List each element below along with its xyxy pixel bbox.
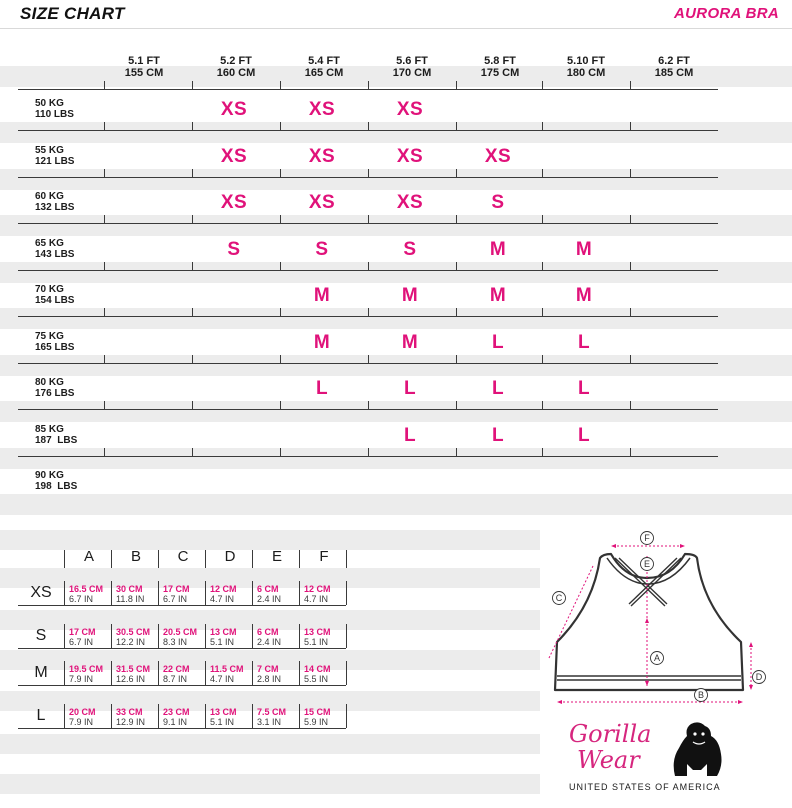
size-cell: XS (308, 145, 336, 167)
measure-in: 5.1 IN (210, 717, 235, 727)
measure-in: 11.8 IN (116, 594, 145, 604)
column-tick (456, 401, 457, 410)
measure-cell (160, 664, 209, 684)
height-header (630, 55, 718, 79)
column-divider (299, 550, 300, 568)
column-tick (542, 448, 543, 457)
column-divider (64, 661, 65, 685)
measure-cell (301, 664, 350, 684)
column-tick (456, 215, 457, 224)
measure-cm: 12 CM (210, 584, 237, 594)
measure-marker-label: B (697, 690, 705, 701)
column-tick (630, 169, 631, 178)
row-band (0, 122, 792, 143)
weight-lbs: 187 LBS (35, 434, 78, 446)
measure-in: 4.7 IN (210, 594, 235, 604)
column-divider (64, 581, 65, 605)
size-cell: XS (308, 192, 336, 213)
row-band (0, 308, 792, 329)
column-divider (64, 704, 65, 728)
weight-label (35, 98, 74, 120)
size-cell: L (491, 424, 505, 446)
weight-lbs: 143 LBS (35, 248, 75, 260)
height-header (542, 55, 630, 79)
row-band (0, 494, 792, 515)
bra-measurement-diagram (545, 526, 775, 716)
measure-cm: 33 CM (116, 707, 143, 717)
measure-in: 6.7 IN (69, 637, 94, 647)
measure-cell (301, 627, 350, 647)
size-label: S (35, 627, 47, 644)
weight-kg: 55 KG (35, 144, 64, 156)
weight-kg: 80 KG (35, 377, 64, 388)
column-tick (104, 355, 105, 364)
weight-lbs: 121 LBS (35, 155, 75, 167)
measure-cm: 13 CM (304, 627, 331, 637)
measure-cm: 6 CM (257, 627, 279, 637)
column-tick (542, 308, 543, 317)
row-band (0, 215, 792, 236)
row-band (0, 774, 540, 794)
measure-in: 4.7 IN (304, 594, 329, 604)
row-band (0, 262, 792, 283)
measure-in: 2.8 IN (257, 674, 282, 684)
column-tick (368, 262, 369, 271)
column-tick (104, 448, 105, 457)
logo-tagline: UNITED STATES OF AMERICA (569, 782, 721, 792)
height-cm: 160 CM (216, 67, 256, 79)
measure-cm: 16.5 CM (69, 584, 104, 594)
size-cell: L (491, 378, 505, 399)
column-tick (280, 81, 281, 90)
weight-lbs: 165 LBS (35, 341, 75, 353)
measure-cell (254, 627, 303, 647)
row-band (0, 734, 540, 754)
column-tick (456, 262, 457, 271)
weight-lbs: 154 LBS (35, 295, 75, 306)
weight-kg: 65 KG (35, 237, 64, 249)
measure-cm: 19.5 CM (69, 664, 104, 674)
measure-header: C (177, 548, 189, 565)
size-label: M (34, 664, 48, 681)
column-tick (542, 215, 543, 224)
column-tick (192, 81, 193, 90)
row-band (0, 355, 792, 376)
column-tick (630, 308, 631, 317)
column-tick (630, 81, 631, 90)
size-cell: XS (220, 145, 248, 167)
measurement-table (0, 530, 540, 808)
measure-marker-label: E (643, 559, 651, 570)
measure-in: 5.9 IN (304, 717, 329, 727)
measure-marker-label: D (755, 672, 763, 683)
column-tick (456, 81, 457, 90)
size-cell: M (489, 238, 507, 260)
column-tick (368, 81, 369, 90)
weight-kg: 85 KG (35, 423, 64, 435)
measure-in: 5.5 IN (304, 674, 329, 684)
measure-cm: 12 CM (304, 584, 331, 594)
height-ft: 5.10 FT (567, 55, 605, 67)
gorilla-icon (671, 720, 723, 778)
size-cell: M (489, 285, 507, 306)
measure-in: 5.1 IN (304, 637, 329, 647)
height-header (368, 55, 456, 79)
measure-in: 8.3 IN (163, 637, 188, 647)
weight-label (35, 377, 74, 399)
column-tick (280, 355, 281, 364)
weight-label (35, 238, 74, 260)
column-tick (368, 355, 369, 364)
measure-cm: 13 CM (210, 627, 237, 637)
measure-header: F (319, 548, 329, 565)
product-name: AURORA BRA (674, 5, 779, 22)
measure-cell (254, 664, 303, 684)
size-cell: XS (220, 99, 248, 120)
measure-in: 5.1 IN (210, 637, 235, 647)
height-ft: 5.4 FT (308, 55, 340, 67)
measure-cell (160, 707, 209, 727)
column-tick (104, 401, 105, 410)
weight-kg: 90 KG (35, 470, 64, 481)
row-rule (18, 685, 346, 686)
row-band (0, 169, 792, 190)
measure-in: 2.4 IN (257, 637, 282, 647)
row-rule (18, 605, 346, 606)
column-tick (280, 215, 281, 224)
measure-in: 9.1 IN (163, 717, 188, 727)
weight-label (35, 331, 74, 353)
arrowhead (749, 642, 753, 647)
height-header (280, 55, 368, 79)
column-divider (111, 550, 112, 568)
measure-cell (207, 664, 256, 684)
column-tick (368, 169, 369, 178)
measure-cm: 20 CM (69, 707, 96, 717)
measure-in: 7.9 IN (69, 674, 94, 684)
measure-cm: 17 CM (163, 584, 190, 594)
column-tick (542, 401, 543, 410)
row-band (0, 530, 540, 550)
height-cm: 185 CM (654, 67, 694, 79)
page-title: SIZE CHART (20, 4, 125, 23)
measure-header: B (130, 548, 141, 565)
column-tick (630, 401, 631, 410)
column-tick (368, 448, 369, 457)
column-tick (630, 355, 631, 364)
height-cm: 170 CM (392, 67, 432, 79)
measure-cell (113, 664, 162, 684)
size-cell: XS (396, 99, 424, 120)
arrowhead (611, 544, 616, 548)
size-cell: XS (484, 145, 512, 167)
measure-cm: 15 CM (304, 707, 331, 717)
size-cell: M (401, 285, 419, 306)
size-cell: XS (396, 192, 424, 213)
height-cm: 165 CM (304, 67, 344, 79)
logo-line-1: Gorilla (569, 720, 652, 748)
header-divider (0, 28, 792, 29)
measure-cell (66, 664, 115, 684)
measure-header: E (271, 548, 282, 565)
column-tick (104, 169, 105, 178)
column-tick (104, 308, 105, 317)
measure-cell (66, 707, 115, 727)
measure-cell (207, 584, 256, 604)
measure-cell (207, 707, 256, 727)
size-cell: M (575, 238, 593, 260)
measure-cm: 17 CM (69, 627, 96, 637)
measure-cell (66, 584, 115, 604)
column-divider (64, 624, 65, 648)
measure-marker-label: C (555, 593, 563, 604)
height-header (456, 55, 544, 79)
measure-in: 12.2 IN (116, 637, 146, 647)
height-ft: 6.2 FT (658, 55, 690, 67)
measure-cell (160, 627, 209, 647)
column-tick (192, 169, 193, 178)
weight-kg: 75 KG (35, 330, 64, 342)
column-tick (542, 355, 543, 364)
weight-label (35, 470, 77, 492)
measure-in: 7.9 IN (69, 717, 94, 727)
column-tick (542, 262, 543, 271)
measure-cell (254, 707, 303, 727)
size-chart (0, 30, 792, 530)
column-tick (456, 122, 457, 131)
measure-cell (301, 707, 350, 727)
column-tick (456, 169, 457, 178)
measure-cell (113, 584, 162, 604)
weight-label (35, 424, 77, 446)
weight-kg: 60 KG (35, 191, 64, 202)
measure-cm: 11.5 CM (210, 664, 244, 674)
measure-cm: 7.5 CM (257, 707, 287, 717)
size-cell: S (227, 238, 241, 260)
size-cell: L (577, 424, 591, 446)
measure-in: 6.7 IN (69, 594, 94, 604)
column-tick (104, 262, 105, 271)
size-cell: L (315, 378, 329, 399)
measure-marker-label: F (644, 533, 650, 544)
height-ft: 5.6 FT (396, 55, 428, 67)
size-cell: L (403, 424, 417, 446)
arrowhead (680, 544, 685, 548)
size-cell: M (313, 331, 331, 353)
size-cell: L (577, 331, 591, 353)
measure-in: 6.7 IN (163, 594, 188, 604)
logo-line-2: Wear (577, 746, 640, 774)
column-tick (368, 401, 369, 410)
measure-cm: 7 CM (257, 664, 279, 674)
measure-in: 12.6 IN (116, 674, 146, 684)
size-cell: M (313, 285, 331, 306)
column-tick (368, 122, 369, 131)
weight-lbs: 110 LBS (35, 109, 74, 120)
column-tick (192, 401, 193, 410)
size-cell: L (577, 378, 591, 399)
size-cell: L (403, 378, 417, 399)
column-tick (104, 215, 105, 224)
weight-lbs: 198 LBS (35, 481, 78, 492)
size-cell: S (315, 238, 329, 260)
measure-cm: 20.5 CM (163, 627, 198, 637)
column-tick (456, 308, 457, 317)
column-tick (280, 448, 281, 457)
column-tick (280, 122, 281, 131)
measure-in: 12.9 IN (116, 717, 146, 727)
measure-cm: 13 CM (210, 707, 237, 717)
arrowhead (557, 700, 562, 704)
size-cell: XS (396, 145, 424, 167)
height-ft: 5.8 FT (484, 55, 516, 67)
weight-kg: 50 KG (35, 98, 64, 109)
measure-cm: 23 CM (163, 707, 190, 717)
column-tick (368, 215, 369, 224)
weight-label (35, 284, 74, 306)
measure-cell (66, 627, 115, 647)
column-tick (192, 308, 193, 317)
measure-cm: 6 CM (257, 584, 279, 594)
height-ft: 5.1 FT (128, 55, 160, 67)
column-tick (280, 169, 281, 178)
measure-in: 2.4 IN (257, 594, 282, 604)
size-cell: L (491, 331, 505, 353)
height-ft: 5.2 FT (220, 55, 252, 67)
measure-cm: 30 CM (116, 584, 143, 594)
weight-label (35, 191, 74, 213)
column-tick (192, 262, 193, 271)
measure-cell (160, 584, 209, 604)
column-divider (346, 550, 347, 568)
size-cell: S (403, 238, 417, 260)
measure-cell (207, 627, 256, 647)
size-cell: S (491, 192, 505, 213)
arrowhead (749, 685, 753, 690)
row-band (0, 401, 792, 422)
height-header (100, 55, 188, 79)
measure-cell (113, 627, 162, 647)
column-tick (630, 215, 631, 224)
measure-in: 4.7 IN (210, 674, 235, 684)
column-divider (158, 550, 159, 568)
column-tick (280, 262, 281, 271)
column-tick (456, 355, 457, 364)
column-tick (104, 122, 105, 131)
row-band (0, 448, 792, 469)
column-tick (456, 448, 457, 457)
measure-cm: 31.5 CM (116, 664, 151, 674)
column-tick (280, 401, 281, 410)
size-cell: M (401, 331, 419, 353)
column-divider (64, 550, 65, 568)
size-cell: M (575, 285, 593, 306)
column-tick (192, 448, 193, 457)
column-tick (280, 308, 281, 317)
column-divider (205, 550, 206, 568)
column-tick (368, 308, 369, 317)
row-rule (18, 728, 346, 729)
size-label: XS (30, 584, 52, 601)
arrowhead (738, 700, 743, 704)
weight-label (35, 145, 74, 167)
column-divider (252, 550, 253, 568)
measure-header: A (83, 548, 94, 565)
column-tick (192, 215, 193, 224)
size-cell: XS (220, 192, 248, 213)
measure-cm: 14 CM (304, 664, 331, 674)
column-tick (104, 81, 105, 90)
measure-cm: 22 CM (163, 664, 190, 674)
weight-kg: 70 KG (35, 284, 64, 295)
column-tick (542, 122, 543, 131)
measure-cm: 30.5 CM (116, 627, 151, 637)
column-tick (630, 448, 631, 457)
bra-outline (555, 554, 743, 690)
measure-cell (113, 707, 162, 727)
size-cell: XS (308, 99, 336, 120)
column-tick (630, 262, 631, 271)
measure-in: 8.7 IN (163, 674, 188, 684)
measure-cell (301, 584, 350, 604)
height-cm: 175 CM (480, 67, 520, 79)
column-tick (192, 355, 193, 364)
column-tick (542, 169, 543, 178)
measure-cell (254, 584, 303, 604)
measure-header: D (224, 548, 236, 565)
column-tick (192, 122, 193, 131)
weight-lbs: 132 LBS (35, 202, 75, 213)
row-rule (18, 648, 346, 649)
size-label: L (36, 707, 46, 724)
measure-in: 3.1 IN (257, 717, 282, 727)
height-cm: 155 CM (124, 67, 164, 79)
weight-lbs: 176 LBS (35, 388, 75, 399)
column-tick (542, 81, 543, 90)
height-cm: 180 CM (566, 67, 606, 79)
measure-marker-label: A (653, 653, 661, 664)
height-header (192, 55, 280, 79)
column-tick (630, 122, 631, 131)
gorilla-wear-logo (565, 718, 775, 800)
